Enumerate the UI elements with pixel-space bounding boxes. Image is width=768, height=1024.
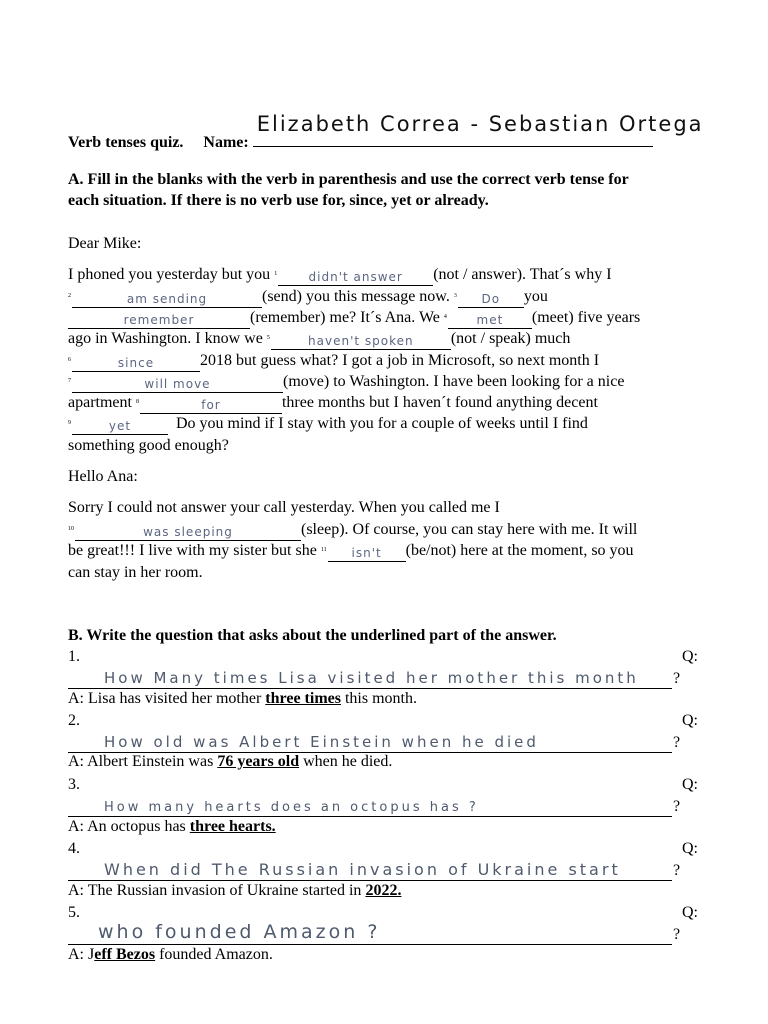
letter-text: ago in Washington. I know we — [68, 330, 267, 347]
question-mark: ? — [673, 926, 681, 943]
blank-2[interactable] — [72, 289, 262, 308]
letter-line-7 — [68, 393, 598, 414]
answer-suffix: when he died. — [299, 753, 393, 770]
question-answer-field[interactable] — [68, 922, 672, 945]
letter-line-1 — [68, 265, 612, 286]
letter-line-2 — [68, 287, 548, 308]
question-answer-text: How Many times Lisa visited her mother this month — [104, 669, 639, 687]
greeting-dear-mike: Dear Mike: — [68, 235, 142, 252]
question-label: Q: — [682, 776, 698, 793]
section-a-instruction-1: A. Fill in the blanks with the verb in parenthesis and use the correct verb tense for — [68, 171, 629, 188]
letter-text: (not / speak) much — [450, 330, 571, 347]
section-b-prefix: B. — [68, 627, 83, 644]
blank-3-answer: Do — [481, 292, 501, 306]
blank-number: 4 — [443, 314, 447, 320]
question-number: 3. — [68, 776, 80, 793]
blank-2-answer: am sending — [126, 292, 208, 306]
blank-number: 2 — [68, 293, 71, 299]
blank-7-answer: since — [117, 356, 155, 370]
blank-9-answer: for — [201, 398, 221, 412]
question-mark: ? — [673, 734, 681, 751]
blank-number: 5 — [266, 335, 270, 341]
blank-number: 6 — [68, 357, 71, 363]
answer-prefix: A: J — [68, 946, 95, 963]
letter-line-11 — [68, 520, 637, 541]
letter-text: Do you mind if I stay with you for a couple of weeks until I find — [176, 415, 588, 432]
blank-12[interactable] — [328, 543, 406, 562]
blank-11-answer: was sleeping — [143, 525, 233, 539]
question-answer-text: When did The Russian invasion of Ukraine start — [104, 860, 621, 879]
answer-underlined: three hearts. — [189, 818, 276, 835]
question-answer-text: How old was Albert Einstein when he died — [104, 733, 539, 751]
blank-1[interactable] — [278, 267, 433, 286]
blank-6[interactable] — [271, 331, 451, 350]
blank-11[interactable] — [75, 522, 301, 541]
letter-line-9: something good enough? — [68, 437, 229, 454]
letter-line-10: Sorry I could not answer your call yesterday. When you called me I — [68, 499, 500, 516]
question-label: Q: — [682, 712, 698, 729]
question-mark: ? — [673, 670, 681, 687]
answer-prefix: A: Albert Einstein was — [68, 753, 218, 770]
question-number: 1. — [68, 648, 80, 665]
letter-text: (send) you this message now. — [262, 288, 454, 305]
blank-10[interactable] — [72, 416, 168, 435]
question-mark: ? — [673, 862, 681, 879]
letter-text: I phoned you yesterday but you — [68, 266, 275, 283]
blank-5-answer: met — [476, 313, 504, 327]
name-field[interactable] — [253, 112, 704, 147]
letter-line-8 — [68, 414, 588, 435]
blank-1-answer: didn't answer — [308, 270, 403, 284]
question-label: Q: — [682, 904, 698, 921]
blank-number: 1 — [274, 271, 278, 277]
blank-number: 9 — [68, 420, 71, 426]
blank-10-answer: yet — [108, 419, 132, 433]
answer-prefix: A: Lisa has visited her mother — [68, 690, 266, 707]
blank-6-answer: haven't spoken — [308, 334, 414, 348]
letter-line-6 — [68, 372, 624, 393]
blank-number: 7 — [68, 378, 71, 384]
section-b-text: Write the question that asks about the underlined part of the answer. — [86, 627, 557, 644]
answer-underlined: three times — [265, 690, 341, 707]
section-b-instruction — [68, 626, 557, 646]
name-label: Name: — [203, 134, 249, 151]
letter-text: you — [523, 288, 548, 305]
letter-line-5 — [68, 351, 599, 372]
answer-underlined: 76 years old — [217, 753, 300, 770]
blank-7[interactable] — [72, 353, 200, 372]
answer-line — [68, 753, 392, 771]
quiz-title: Verb tenses quiz. — [68, 134, 184, 151]
blank-number: 3 — [453, 293, 457, 299]
letter-text: apartment — [68, 394, 136, 411]
question-number: 2. — [68, 712, 80, 729]
letter-text: (meet) five years — [531, 309, 641, 326]
letter-line-4 — [68, 329, 570, 350]
letter-text: (be/not) here at the moment, so you — [405, 542, 634, 559]
letter-line-3 — [68, 308, 640, 329]
answer-underlined: 2022. — [365, 882, 402, 899]
answer-line — [68, 818, 276, 836]
answer-underlined: eff Bezos — [94, 946, 156, 963]
question-answer-text: How many hearts does an octopus has ? — [104, 800, 479, 815]
answer-line — [68, 882, 401, 900]
letter-text: (not / answer). That´s why I — [433, 266, 612, 283]
blank-3[interactable] — [458, 289, 524, 308]
letter-line-13: can stay in her room. — [68, 564, 203, 581]
question-number: 4. — [68, 840, 80, 857]
blank-4[interactable] — [68, 310, 250, 329]
greeting-hello-ana: Hello Ana: — [68, 468, 138, 485]
question-label: Q: — [682, 648, 698, 665]
question-answer-field[interactable] — [68, 794, 672, 817]
question-answer-text: who founded Amazon ? — [98, 921, 381, 943]
letter-text: three months but I haven´t found anything decent — [281, 394, 598, 411]
letter-line-12 — [68, 541, 634, 562]
answer-line — [68, 690, 417, 708]
question-answer-field[interactable] — [68, 666, 672, 689]
answer-prefix: A: An octopus has — [68, 818, 190, 835]
letter-text: (sleep). Of course, you can stay here with me. It will — [301, 521, 638, 538]
question-answer-field[interactable] — [68, 858, 672, 881]
blank-9[interactable] — [140, 395, 282, 414]
blank-5[interactable] — [448, 310, 532, 329]
blank-number: 11 — [320, 547, 327, 553]
answer-suffix: this month. — [340, 690, 417, 707]
blank-8-answer: will move — [144, 377, 211, 391]
answer-suffix: founded Amazon. — [155, 946, 273, 963]
question-number: 5. — [68, 904, 80, 921]
blank-8[interactable] — [72, 374, 283, 393]
section-a-instruction-2: each situation. If there is no verb use for, since, yet or already. — [68, 192, 489, 209]
blank-12-answer: isn't — [351, 546, 382, 560]
blank-4-answer: remember — [123, 313, 195, 327]
letter-text: 2018 but guess what? I got a job in Microsoft, so next month I — [200, 352, 600, 369]
letter-text: (move) to Washington. I have been looking for a nice — [283, 373, 625, 390]
question-answer-field[interactable] — [68, 730, 672, 753]
title-row — [68, 112, 704, 153]
question-mark: ? — [673, 798, 681, 815]
blank-number: 10 — [68, 526, 74, 532]
blank-number: 8 — [135, 399, 139, 405]
letter-text: be great!!! I live with my sister but she — [68, 542, 321, 559]
answer-prefix: A: The Russian invasion of Ukraine started in — [68, 882, 366, 899]
letter-text: (remember) me? It´s Ana. We — [250, 309, 444, 326]
name-value: Elizabeth Correa - Sebastian Ortega — [256, 112, 704, 136]
answer-line — [68, 946, 273, 964]
question-label: Q: — [682, 840, 698, 857]
